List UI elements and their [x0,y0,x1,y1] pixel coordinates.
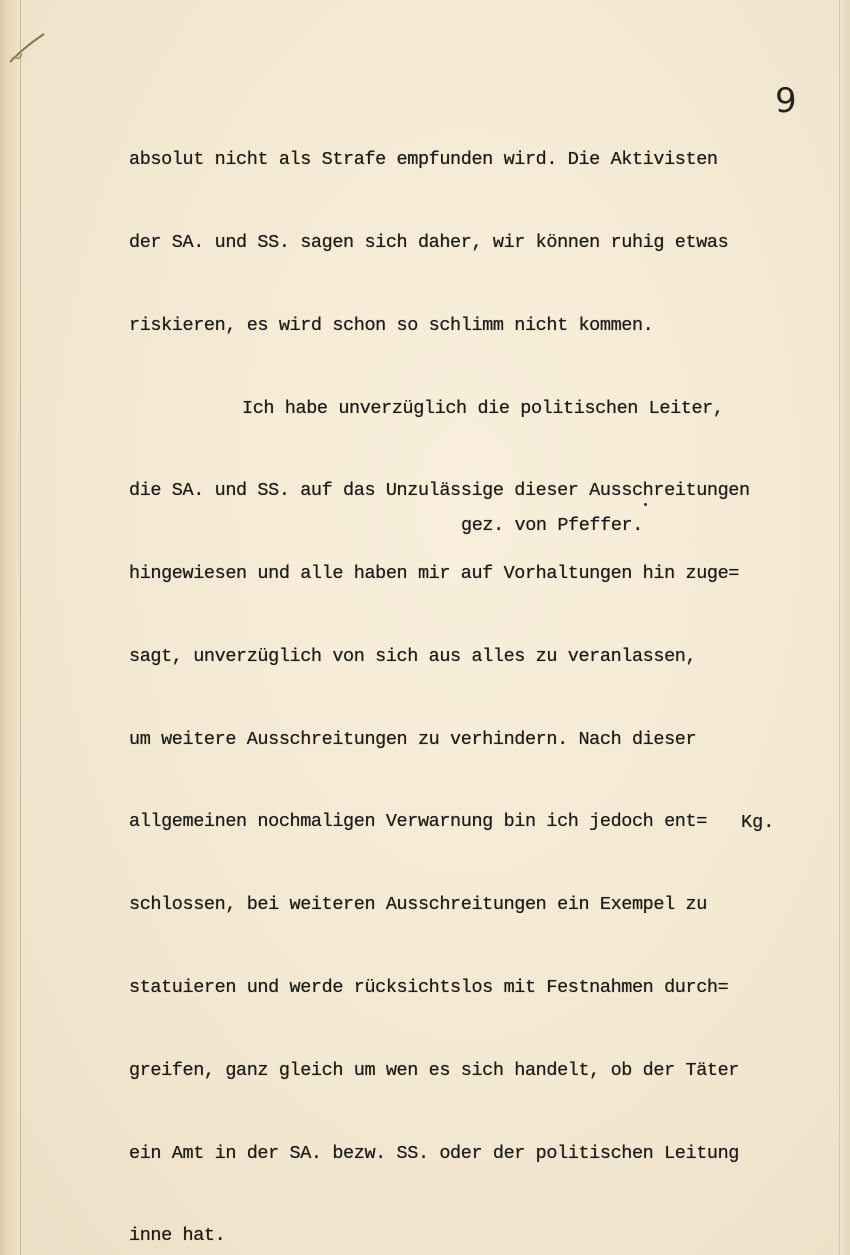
text-line: absolut nicht als Strafe empfunden wird. Die Aktivisten [129,149,718,171]
paper-tear-mark [8,32,48,68]
text-line: die SA. und SS. auf das Unzulässige dieser Ausschreitungen [129,480,750,502]
text-line: Ich habe unverzüglich die politischen Leiter, [242,397,724,419]
text-line: hingewiesen und alle haben mir auf Vorhaltungen hin zuge= [129,563,740,585]
text-line: sagt, unverzüglich von sich aus alles zu veranlassen, [129,645,697,667]
ink-speck [644,503,647,506]
paper-right-edge [839,0,850,1255]
text-line: ein Amt in der SA. bezw. SS. oder der politischen Leitung [129,1142,740,1164]
typist-initials: Kg. [741,812,775,833]
text-line: allgemeinen nochmaligen Verwarnung bin ich jedoch ent= [129,811,707,833]
text-line: um weitere Ausschreitungen zu verhindern. Nach dieser [129,728,697,750]
paper-binding-edge [0,0,21,1255]
text-line: greifen, ganz gleich um wen es sich handelt, ob der Täter [129,1059,740,1081]
page-number: 9 [775,81,797,121]
text-line: schlossen, bei weiteren Ausschreitungen ein Exempel zu [129,894,707,916]
text-line: der SA. und SS. sagen sich daher, wir können ruhig etwas [129,231,729,253]
text-line: statuieren und werde rücksichtslos mit Festnahmen durch= [129,977,729,998]
text-line: inne hat. [129,1225,226,1247]
body-text [129,91,809,1255]
text-line: riskieren, es wird schon so schlimm nicht kommen. [129,314,654,336]
signature-line: gez. von Pfeffer. [461,515,643,536]
